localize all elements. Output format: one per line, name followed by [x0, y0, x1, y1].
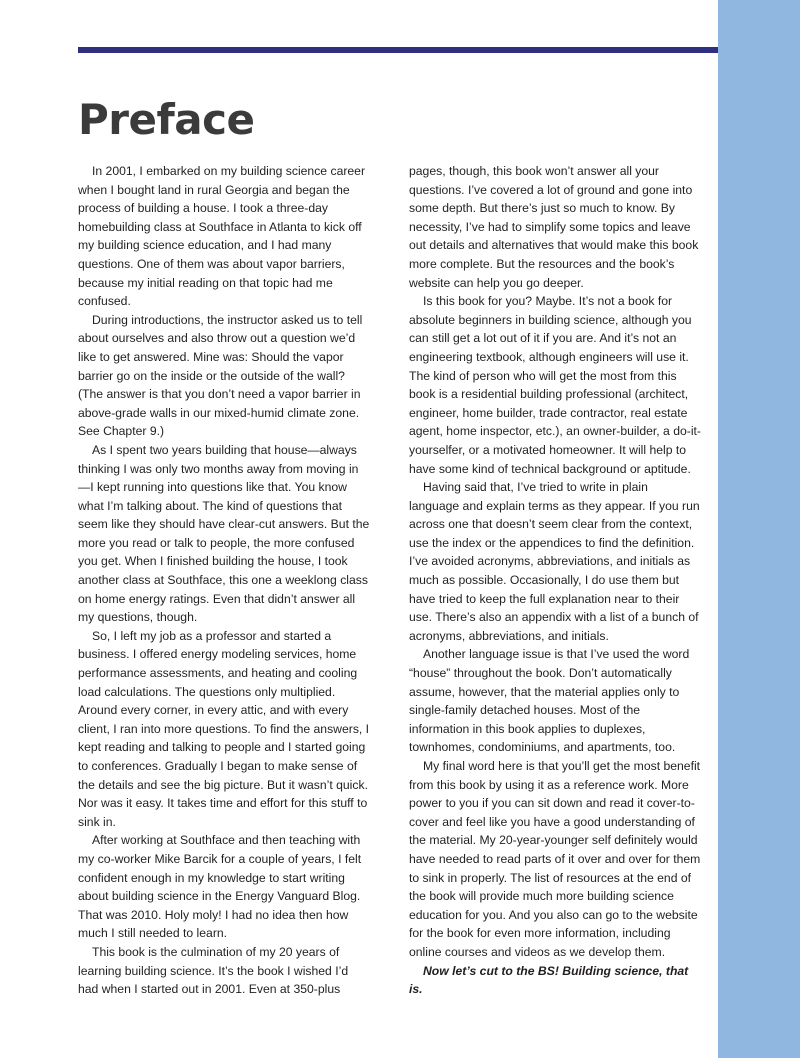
left-column — [78, 162, 370, 999]
paragraph: This book is the culmination of my 20 years of learning building science. It’s the book I wished I’d had when I started out in 2001. Even at 350-plus — [78, 944, 349, 997]
paragraph: In 2001, I embarked on my building science career when I bought land in rural Georgia and began the process of building a house. I took a three-day homebuilding class at Southface in Atlanta to kick off my building science education, and I had many questions. One of them was about vapor barriers, because my initial reading on that topic had me confused. — [78, 164, 366, 309]
right-column — [409, 162, 701, 999]
top-rule — [78, 47, 718, 53]
paragraph-continued: pages, though, this book won’t answer all your questions. I’ve covered a lot of ground and gone into some depth. But there’s just so much to know. By necessity, I’ve had to simplify some topics and leave out details and alternatives that would make this book more complete. But the resources and the book’s website can help you go deeper. — [409, 164, 699, 290]
page-title: Preface — [78, 95, 255, 144]
side-color-band — [718, 0, 800, 1058]
paragraph: My final word here is that you’ll get the most benefit from this book by using it as a reference work. More power to you if you can sit down and read it cover-to-cover and feel like you have a good understanding of the material. My 20-year-younger self definitely would have needed to read parts of it over and over for them to sink in properly. The list of resources at the end of the book will provide much more building science education for you. And you also can go to the website for the book for even more information, including online courses and videos as we develop them. — [409, 759, 701, 959]
paragraph: So, I left my job as a professor and started a business. I offered energy modeling services, home performance assessments, and heating and cooling load calculations. The questions only multiplied. Around every corner, in every attic, and with every client, I ran into more questions. To find the answers, I kept reading and talking to people and I started going to conferences. Gradually I began to make sense of the details and see the big picture. But it wasn’t quick. Nor was it easy. It takes time and effort for this stuff to sink in. — [78, 628, 370, 829]
paragraph: Another language issue is that I’ve used the word “house” throughout the book. Don’t automatically assume, however, that the material applies only to single-family detached houses. Most of the information in this book applies to duplexes, townhomes, condominiums, and apartments, too. — [409, 647, 690, 755]
paragraph: After working at Southface and then teaching with my co-worker Mike Barcik for a couple of years, I felt confident enough in my knowledge to start writing about building science in the Energy Vanguard Blog. That was 2010. Holy moly! I had no idea then how much I still needed to learn. — [78, 833, 362, 941]
paragraph: During introductions, the instructor asked us to tell about ourselves and also throw out a question we’d like to get answered. Mine was: Should the vapor barrier go on the inside or the outside of the wall? (The answer is that you don’t need a vapor barrier in above-grade walls in our mixed-humid climate zone. See Chapter 9.) — [78, 312, 363, 439]
paragraph: Is this book for you? Maybe. It’s not a book for absolute beginners in building science, although you can still get a lot out of it if you are. And it’s not an engineering textbook, although engineers will use it. The kind of person who will get the most from this book is a residential building professional (architect, engineer, home builder, trade contractor, real estate agent, home inspector, etc.), an owner-builder, a do-it-yourselfer, or a motivated homeowner. It will help to have some kind of technical background or aptitude. — [409, 294, 701, 476]
closing-line: Now let’s cut to the BS! Building science, that is. — [409, 963, 689, 997]
paragraph: As I spent two years building that house—always thinking I was only two months away from moving in—I kept running into questions like that. You know what I’m talking about. The kind of questions that seem like they should have clear-cut answers. But the more you read or talk to people, the more confused you get. When I finished building the house, I took another class at Southface, this one a weeklong class on home energy ratings. Even that didn’t answer all my questions, though. — [78, 442, 370, 625]
paragraph: Having said that, I’ve tried to write in plain language and explain terms as they appear. If you run across one that doesn’t seem clear from the context, use the index or the appendices to find the definition. I’ve avoided acronyms, abbreviations, and initials as much as possible. Occasionally, I do use them but have tried to keep the full explanation near to their use. There’s also an appendix with a list of a bunch of acronyms, abbreviations, and initials. — [409, 480, 700, 643]
